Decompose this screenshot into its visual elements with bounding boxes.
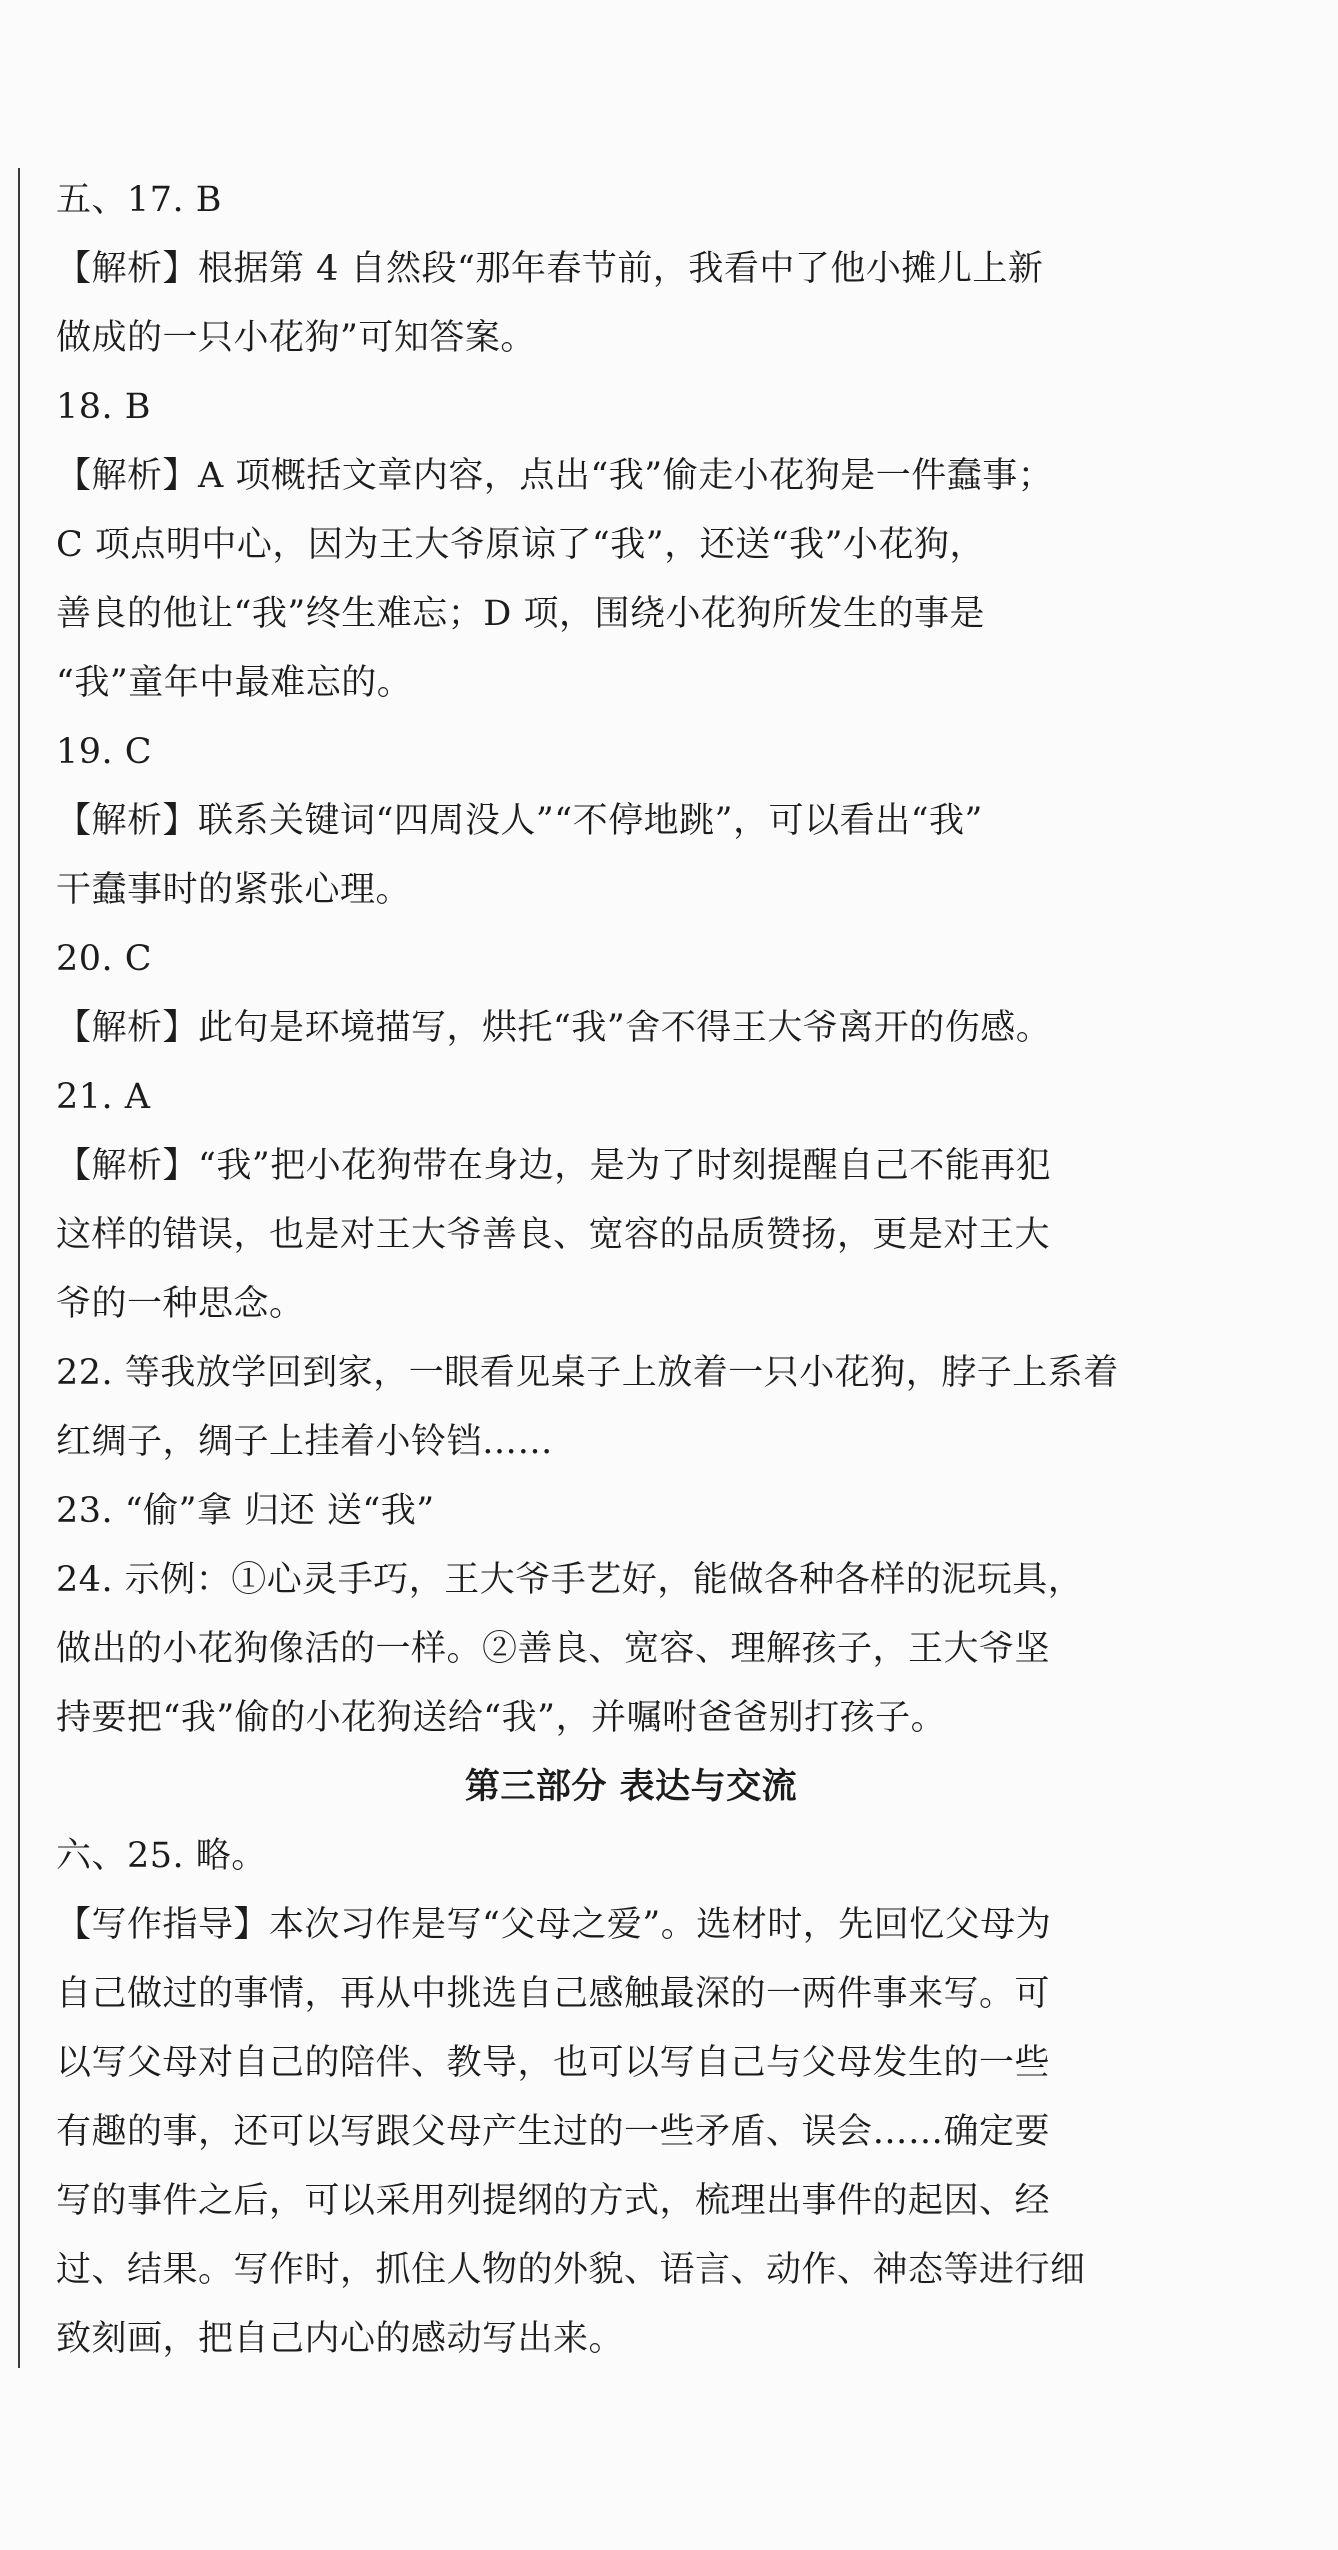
answer-content (56, 166, 1156, 2374)
margin-rule (18, 168, 20, 2368)
analysis-21-line-3: 爷的一种思念。 (56, 1284, 305, 1324)
answer-heading-20: 20. C (56, 939, 153, 979)
answer-heading-21: 21. A (56, 1077, 151, 1117)
writing-guide-line-6: 过、结果。写作时，抓住人物的外貌、语言、动作、神态等进行细 (56, 2250, 1086, 2290)
answer-heading-19: 19. C (56, 732, 153, 772)
answer-24-line-2: 做出的小花狗像活的一样。②善良、宽容、理解孩子，王大爷坚 (56, 1629, 1051, 1669)
writing-guide-line-5: 写的事件之后，可以采用列提纲的方式，梳理出事件的起因、经 (56, 2181, 1051, 2221)
writing-guide-line-3: 以写父母对自己的陪伴、教导，也可以写自己与父母发生的一些 (56, 2043, 1051, 2083)
analysis-19-line-2: 干蠢事时的紧张心理。 (56, 870, 412, 910)
analysis-18-line-1: 【解析】A 项概括文章内容，点出“我”偷走小花狗是一件蠢事； (56, 456, 1054, 496)
answer-heading-18: 18. B (56, 387, 152, 427)
answer-24-line-1: 24. 示例：①心灵手巧，王大爷手艺好，能做各种各样的泥玩具， (56, 1560, 1084, 1600)
analysis-17-line-2: 做成的一只小花狗”可知答案。 (56, 318, 536, 358)
analysis-21-line-1: 【解析】“我”把小花狗带在身边，是为了时刻提醒自己不能再犯 (56, 1146, 1052, 1186)
writing-guide-line-2: 自己做过的事情，再从中挑选自己感触最深的一两件事来写。可 (56, 1974, 1051, 2014)
analysis-19-line-1: 【解析】联系关键词“四周没人”“不停地跳”，可以看出“我” (56, 801, 983, 841)
answer-24-line-3: 持要把“我”偷的小花狗送给“我”，并嘱咐爸爸别打孩子。 (56, 1698, 947, 1738)
analysis-18-line-2: C 项点明中心，因为王大爷原谅了“我”，还送“我”小花狗， (56, 525, 985, 565)
answer-heading-17: 五、17. B (56, 180, 223, 220)
answer-22-line-2: 红绸子，绸子上挂着小铃铛…… (56, 1422, 554, 1462)
writing-guide-line-4: 有趣的事，还可以写跟父母产生过的一些矛盾、误会……确定要 (56, 2112, 1051, 2152)
writing-guide-line-1: 【写作指导】本次习作是写“父母之爱”。选材时，先回忆父母为 (56, 1905, 1052, 1945)
analysis-17-line-1: 【解析】根据第 4 自然段“那年春节前，我看中了他小摊儿上新 (56, 249, 1044, 289)
analysis-21-line-2: 这样的错误，也是对王大爷善良、宽容的品质赞扬，更是对王大 (56, 1215, 1051, 1255)
analysis-20-line-1: 【解析】此句是环境描写，烘托“我”舍不得王大爷离开的伤感。 (56, 1008, 1052, 1048)
analysis-18-line-4: “我”童年中最难忘的。 (56, 663, 413, 703)
answer-22-line-1: 22. 等我放学回到家，一眼看见桌子上放着一只小花狗，脖子上系着 (56, 1353, 1119, 1393)
answer-23: 23. “偷”拿 归还 送“我” (56, 1491, 435, 1531)
section-title: 第三部分 表达与交流 (464, 1767, 798, 1807)
answer-heading-25: 六、25. 略。 (56, 1836, 267, 1876)
writing-guide-line-7: 致刻画，把自己内心的感动写出来。 (56, 2319, 625, 2359)
analysis-18-line-3: 善良的他让“我”终生难忘；D 项，围绕小花狗所发生的事是 (56, 594, 985, 634)
